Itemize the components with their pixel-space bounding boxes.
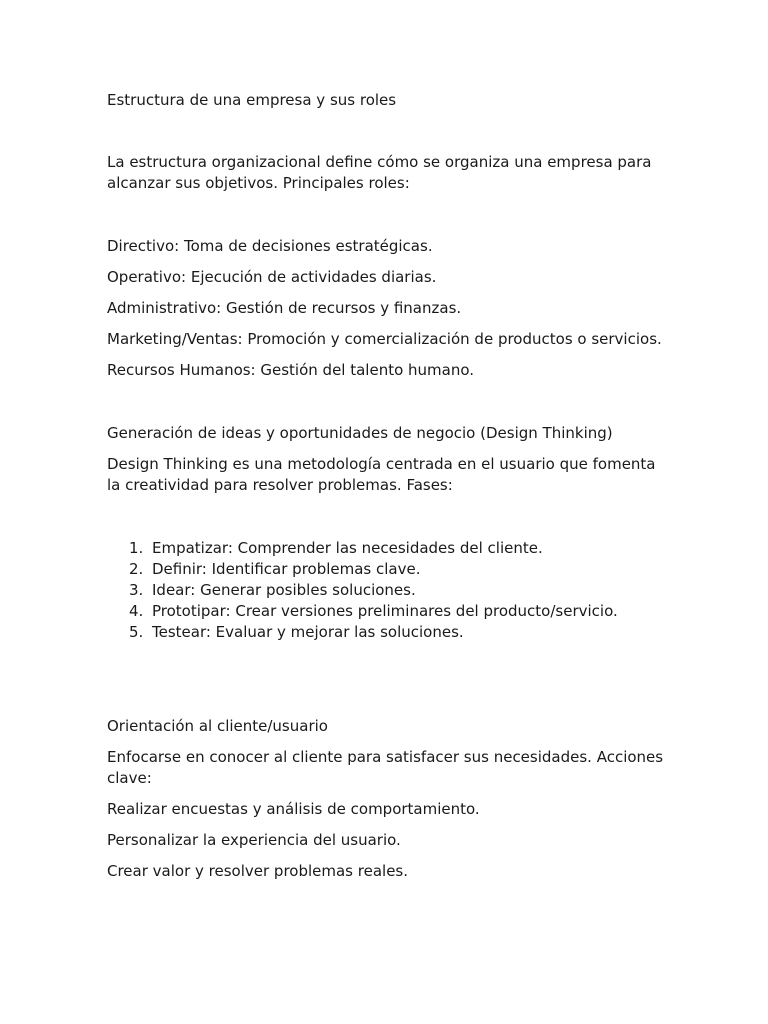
phases-list	[107, 538, 667, 643]
action-item: Personalizar la experiencia del usuario.	[107, 831, 401, 849]
action-item: Realizar encuestas y análisis de comportamiento.	[107, 800, 480, 818]
phase-item	[107, 559, 667, 580]
phase-number: 4.	[129, 602, 144, 620]
role-item: Directivo: Toma de decisiones estratégicas.	[107, 237, 433, 255]
role-item: Administrativo: Gestión de recursos y finanzas.	[107, 299, 462, 317]
section-intro-orientacion: Enfocarse en conocer al cliente para satisfacer sus necesidades. Acciones clave:	[107, 748, 664, 787]
phase-text: Prototipar: Crear versiones preliminares del producto/servicio.	[152, 602, 618, 620]
phase-number: 1.	[129, 539, 144, 557]
section-title-orientacion: Orientación al cliente/usuario	[107, 717, 328, 735]
phase-item	[107, 580, 667, 601]
phase-number: 5.	[129, 623, 144, 641]
phase-text: Definir: Identificar problemas clave.	[152, 560, 421, 578]
document-page	[107, 90, 667, 892]
phase-item	[107, 601, 667, 622]
action-item: Crear valor y resolver problemas reales.	[107, 862, 409, 880]
phase-text: Empatizar: Comprender las necesidades del cliente.	[152, 539, 543, 557]
phase-text: Idear: Generar posibles soluciones.	[152, 581, 416, 599]
phase-number: 3.	[129, 581, 144, 599]
role-item: Operativo: Ejecución de actividades diarias.	[107, 268, 437, 286]
role-item: Marketing/Ventas: Promoción y comercialización de productos o servicios.	[107, 330, 662, 348]
phase-item	[107, 538, 667, 559]
role-item: Recursos Humanos: Gestión del talento humano.	[107, 361, 475, 379]
phase-text: Testear: Evaluar y mejorar las soluciones.	[152, 623, 464, 641]
phase-number: 2.	[129, 560, 144, 578]
section-intro-estructura: La estructura organizacional define cómo se organiza una empresa para alcanzar sus objetivos. Principales roles:	[107, 153, 652, 192]
section-title-design-thinking: Generación de ideas y oportunidades de negocio (Design Thinking)	[107, 424, 613, 442]
section-title-estructura: Estructura de una empresa y sus roles	[107, 91, 397, 109]
section-intro-design-thinking: Design Thinking es una metodología centrada en el usuario que fomenta la creatividad para resolver problemas. Fases:	[107, 455, 656, 494]
phase-item	[107, 622, 667, 643]
